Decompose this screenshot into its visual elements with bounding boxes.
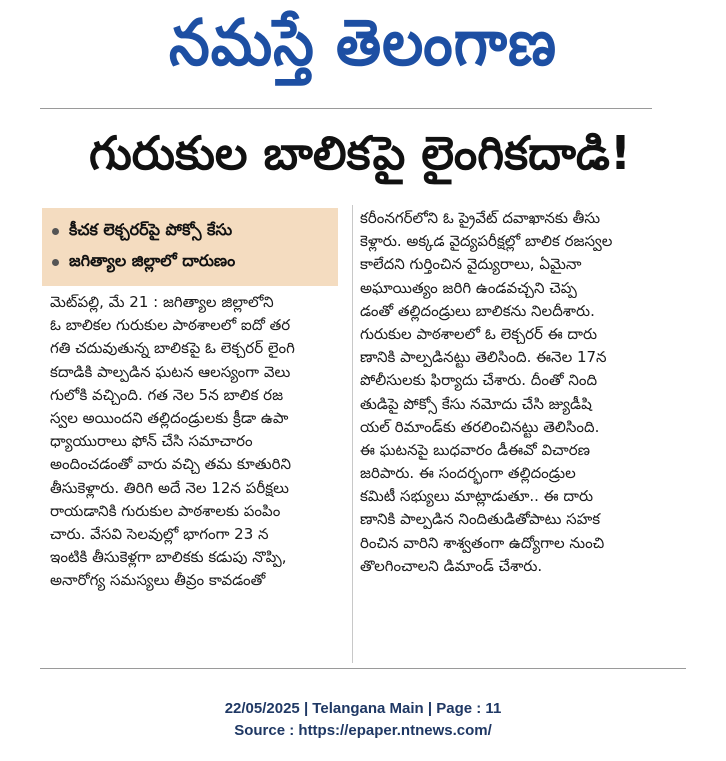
article-line: యల్ రిమాండ్‌కు తరలించినట్టు తెలిసింది. [360,417,600,436]
article-line: డంతో తల్లిదండ్రులు బాలికను నిలదీశారు. [360,301,595,320]
article-line: ణానికి పాల్పడినట్టు తెలిసింది. ఈనెల 17న [360,348,607,367]
article-column-left [50,291,350,592]
highlight-text: జగిత్యాల జిల్లాలో దారుణం [69,251,236,270]
article-line: గులోకి వచ్చింది. గత నెల 5న బాలిక రజ [50,385,284,404]
highlight-text: కీచక లెక్చరర్‌పై పోక్సో కేసు [69,220,233,239]
article-line: గురుకుల పాఠశాలలో ఓ లెక్చరర్ ఈ దారు [360,324,598,343]
article-line: తీసుకెళ్లారు. తిరిగి అదే నెల 12న పరీక్షలు [50,478,289,497]
edition-info: 22/05/2025 | Telangana Main | Page : 11 [224,700,502,717]
article-line: ణానికి పాల్పడిన నిందితుడితోపాటు సహక [360,510,601,529]
article-line: రించిన వారిని శాశ్వతంగా ఉద్యోగాల నుంచి [360,533,605,552]
article-line: మెట్‌పల్లి, మే 21 : జగిత్యాల జిల్లాలోని [50,293,274,311]
highlight-item [52,216,328,247]
article-line: కాలేదని గుర్తించిన వైద్యురాలు, ఏమైనా [360,255,582,274]
article-line: తుడిపై పోక్సో కేసు నమోదు చేసి జ్యుడీషి [360,394,592,413]
article-line: ఈ ఘటనపై బుధవారం డీఈవో విచారణ [360,440,590,459]
article-line: పోలీసులకు ఫిర్యాదు చేశారు. దీంతో నింది [360,371,598,390]
article-line: ఇంటికి తీసుకెళ్లగా బాలికకు కడుపు నొప్పి, [50,548,287,567]
top-divider [40,108,652,109]
article-line: తొలగించాలని డిమాండ్ చేశారు. [360,556,543,575]
article-line: కదాడికి పాల్పడిన ఘటన ఆలస్యంగా వెలు [50,362,291,381]
article-line: గతి చదువుతున్న బాలికపై ఓ లెక్చరర్ లైంగి [50,339,295,358]
article-line: రాయడానికి గురుకుల పాఠశాలకు పంపిం [50,501,281,520]
article-line: ఓ బాలికల గురుకుల పాఠశాలలో ఐదో తర [50,316,291,335]
article-line: స్వల అయిందని తల్లిదండ్రులకు క్రీడా ఉపా [50,408,289,427]
article-line: అఘాయిత్యం జరిగి ఉండవచ్చని చెప్ప [360,278,577,297]
source-link[interactable]: Source : https://epaper.ntnews.com/ [234,722,492,739]
article-line: అనారోగ్య సమస్యలు తీవ్రం కావడంతో [50,571,266,590]
source-footer [0,698,726,742]
bullet-icon [52,228,59,235]
bullet-icon [52,259,59,266]
column-divider [352,205,353,663]
article-line: కెళ్లారు. అక్కడ వైద్యపరీక్షల్లో బాలిక రజస్వల [360,232,613,251]
bottom-divider [40,668,686,669]
article-line: కమిటీ సభ్యులు మాట్లాడుతూ.. ఈ దారు [360,487,594,506]
article-line: ధ్యాయురాలు ఫోన్ చేసి సమాచారం [50,432,253,451]
highlights-box [42,208,338,286]
article-line: జరిపారు. ఈ సందర్భంగా తల్లిదండ్రుల [360,464,576,483]
article-line: కరీంనగర్‌లోని ఓ ప్రైవేట్ దవాఖానకు తీసు [360,209,601,227]
article-line: చారు. వేసవి సెలవుల్లో భాగంగా 23 న [50,524,269,543]
masthead-logo: నమస్తే తెలంగాణ [169,4,557,80]
highlight-item [52,247,328,278]
article-line: అందించడంతో వారు వచ్చి తమ కూతురిని [50,455,292,474]
newspaper-masthead [0,0,726,100]
article-headline: గురుకుల బాలికపై లైంగికదాడి! [89,126,631,180]
article-column-right [360,207,682,578]
